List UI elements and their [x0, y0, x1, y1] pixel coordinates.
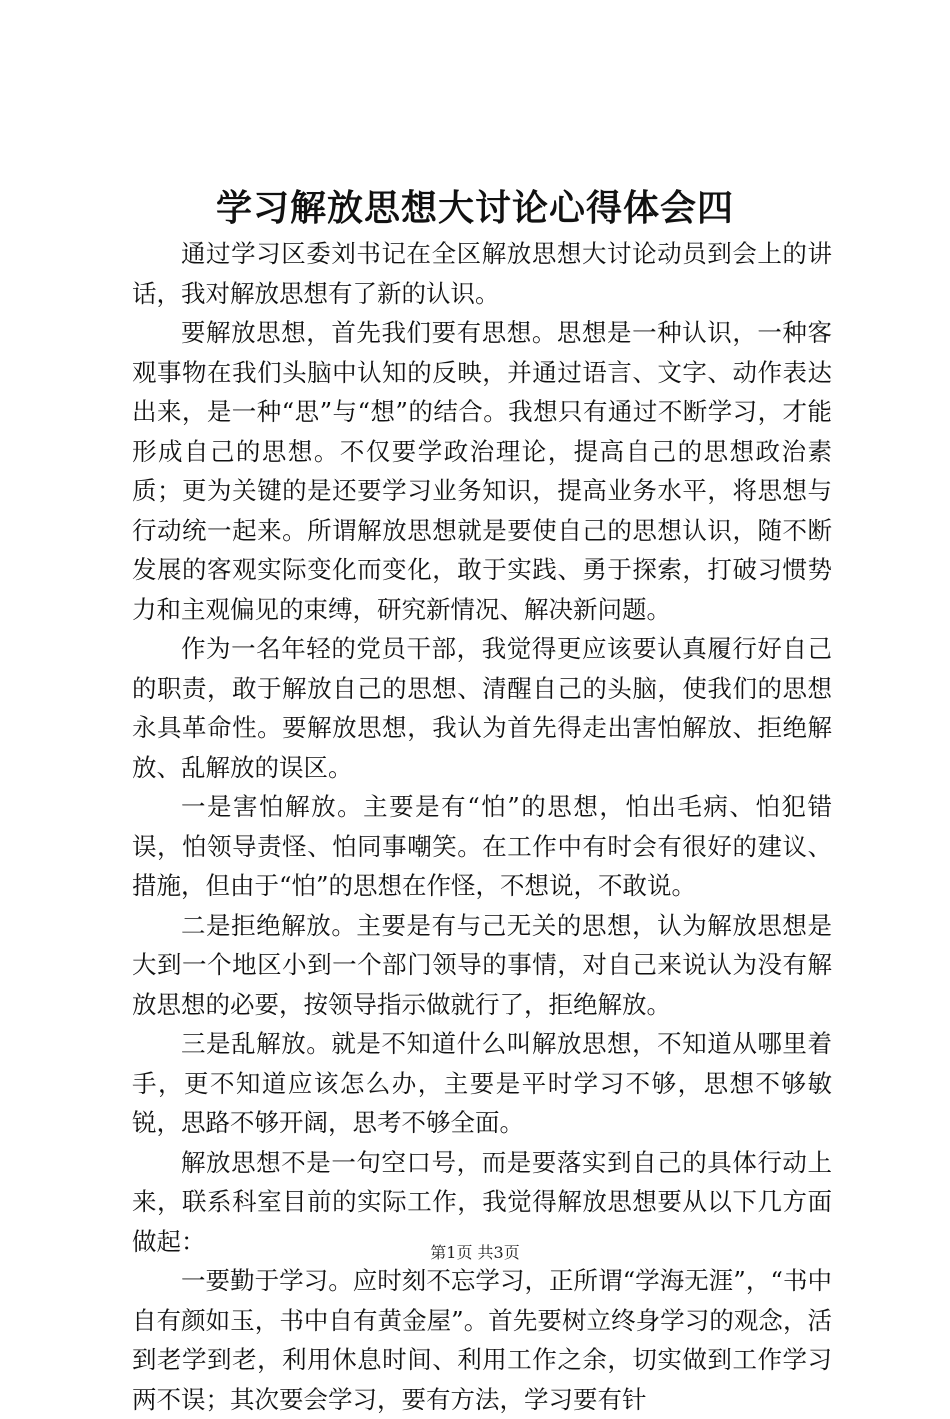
paragraph: 一要勤于学习。应时刻不忘学习，正所谓“学海无涯”，“书中自有颜如玉，书中自有黄金屋”。首先要树立终身学习的观念，活到老学到老，利用休息时间、利用工作之余，切实做到工作学习两不误；其次要会学习，要有方法，学习要有针: [132, 1266, 832, 1414]
paragraph: 通过学习区委刘书记在全区解放思想大讨论动员到会上的讲话，我对解放思想有了新的认识。: [132, 239, 832, 308]
paragraph: 作为一名年轻的党员干部，我觉得更应该要认真履行好自己的职责，敢于解放自己的思想、清醒自己的头脑，使我们的思想永具革命性。要解放思想，我认为首先得走出害怕解放、拒绝解放、乱解放的误区。: [132, 634, 832, 782]
document-title: 学习解放思想大讨论心得体会四: [215, 187, 734, 229]
paragraph: 要解放思想，首先我们要有思想。思想是一种认识，一种客观事物在我们头脑中认知的反映，并通过语言、文字、动作表达出来，是一种“思”与“想”的结合。我想只有通过不断学习，才能形成自己的思想。不仅要学政治理论，提高自己的思想政治素质；更为关键的是还要学习业务知识，提高业务水平，将思想与行动统一起来。所谓解放思想就是要使自己的思想认识，随不断发展的客观实际变化而变化，敢于实践、勇于探索，打破习惯势力和主观偏见的束缚，研究新情况、解决新问题。: [132, 318, 832, 624]
paragraph: 三是乱解放。就是不知道什么叫解放思想，不知道从哪里着手，更不知道应该怎么办，主要是平时学习不够，思想不够敏锐，思路不够开阔，思考不够全面。: [132, 1029, 832, 1137]
paragraph: 二是拒绝解放。主要是有与己无关的思想，认为解放思想是大到一个地区小到一个部门领导的事情，对自己来说认为没有解放思想的必要，按领导指示做就行了，拒绝解放。: [132, 910, 832, 1019]
page-number-footer: 第1页 共3页: [430, 1243, 520, 1262]
paragraph: 解放思想不是一句空口号，而是要落实到自己的具体行动上来，联系科室目前的实际工作，我觉得解放思想要从以下几方面做起：: [132, 1147, 832, 1256]
paragraph: 一是害怕解放。主要是有“怕”的思想，怕出毛病、怕犯错误，怕领导责怪、怕同事嘲笑。在工作中有时会有很好的建议、措施，但由于“怕”的思想在作怪，不想说，不敢说。: [132, 792, 832, 900]
